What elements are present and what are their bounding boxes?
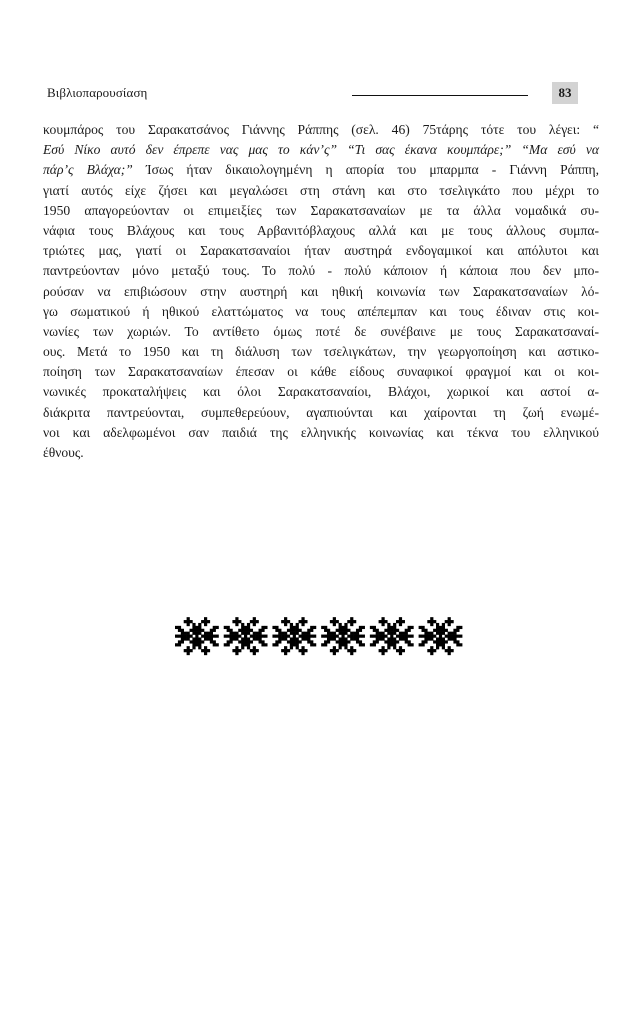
text-line: [43, 403, 599, 423]
ornament-motif: [370, 617, 414, 655]
text-span: γω σωματικού ή ηθικού ελαττώματος να τους απέπεμπαν και τους έδιναν στις κοι-: [43, 303, 599, 319]
text-line: [43, 221, 599, 241]
page-number: 83: [552, 82, 578, 104]
italic-quote: Εσύ Νίκο αυτό δεν έπρεπε νας μας το κάν’ς” “Τι σας έκανα κουμπάρε;” “Μα εσύ να: [43, 142, 599, 158]
ornament-motif: [224, 617, 268, 655]
text-line: [43, 160, 599, 180]
text-span: έθνους.: [43, 445, 84, 460]
text-line: [43, 140, 599, 160]
text-span: 1950 απαγορεύονταν οι επιμειξίες των Σαρακατσαναίων με τα άλλα νομαδικά συ-: [43, 202, 599, 218]
text-line: [43, 423, 599, 443]
italic-quote: πάρ’ς Βλάχα;”: [43, 162, 133, 178]
text-span: παντρεύονταν μόνο μεταξύ τους. Το πολύ - πολύ κάποιον ή κάποια που δεν μπο-: [43, 263, 599, 279]
text-span: τριώτες μας, γιατί οι Σαρακατσαναίοι ήταν αυστηρά ενδογαμικοί και απόλυτοι και: [43, 243, 599, 259]
text-span: διάκριτα παντρεύονται, συμπεθερεύουν, αγαπιούνται και χαίρονται τη ζωή ενωμέ-: [43, 404, 599, 420]
text-span: κουμπάρος του Σαρακατσάνος Γιάννης Ράππης (σελ. 46) 75τάρης τότε του λέγει: “: [43, 122, 599, 137]
cross-stitch-flower-border-icon: [175, 612, 465, 660]
text-line: [43, 362, 599, 382]
text-span: νωνίες των χωριών. Το αντίθετο όμως ποτέ δε συνέβαινε με τους Σαρακατσαναί-: [43, 323, 599, 339]
header-rule: [352, 95, 528, 96]
text-span: νάφια τους Βλάχους και τους Αρβανιτόβλαχους αλλά και με τους άλλους συμπα-: [43, 222, 599, 238]
text-span: γιατί αυτός είχε ζήσει και μεγαλώσει στη στάνη και στο τσελιγκάτο που μέχρι το: [43, 182, 599, 198]
text-line: [43, 382, 599, 402]
text-span: ρούσαν να επιβιώσουν στην αυστηρή και ηθική κοινωνία των Σαρακατσαναίων λό-: [43, 283, 599, 299]
ornament-motif: [321, 617, 365, 655]
text-line: [43, 241, 599, 261]
text-line: [43, 120, 599, 140]
text-line: [43, 302, 599, 322]
text-line: [43, 342, 599, 362]
body-paragraph: [43, 120, 599, 463]
text-span: ποίηση των Σαρακατσαναίων έπεσαν οι κάθε είδους συναφικοί φραγμοί και οι κοι-: [43, 364, 599, 380]
text-span: ους. Μετά το 1950 και τη διάλυση των τσελιγκάτων, την γεωργοποίηση και αστικο-: [43, 344, 599, 360]
text-line: [43, 282, 599, 302]
text-line: [43, 261, 599, 281]
text-line: [43, 201, 599, 221]
text-span: νωνικές προκαταλήψεις και όλοι Σαρακατσαναίοι, Βλάχοι, χωρικοί και αστοί α-: [43, 384, 599, 400]
text-line: [43, 443, 599, 463]
text-line: [43, 181, 599, 201]
text-span: νοι και αδελφωμένοι σαν παιδιά της ελληνικής κοινωνίας και τέκνα του ελληνικού: [43, 424, 599, 440]
text-line: [43, 322, 599, 342]
ornament-motif: [175, 617, 219, 655]
text-span: Ίσως ήταν δικαιολογημένη η απορία του μπαρμπα - Γιάννη Ράππη,: [132, 162, 599, 178]
section-title: Βιβλιοπαρουσίαση: [47, 85, 148, 100]
ornament-motif: [272, 617, 316, 655]
ornament-motif: [419, 617, 463, 655]
